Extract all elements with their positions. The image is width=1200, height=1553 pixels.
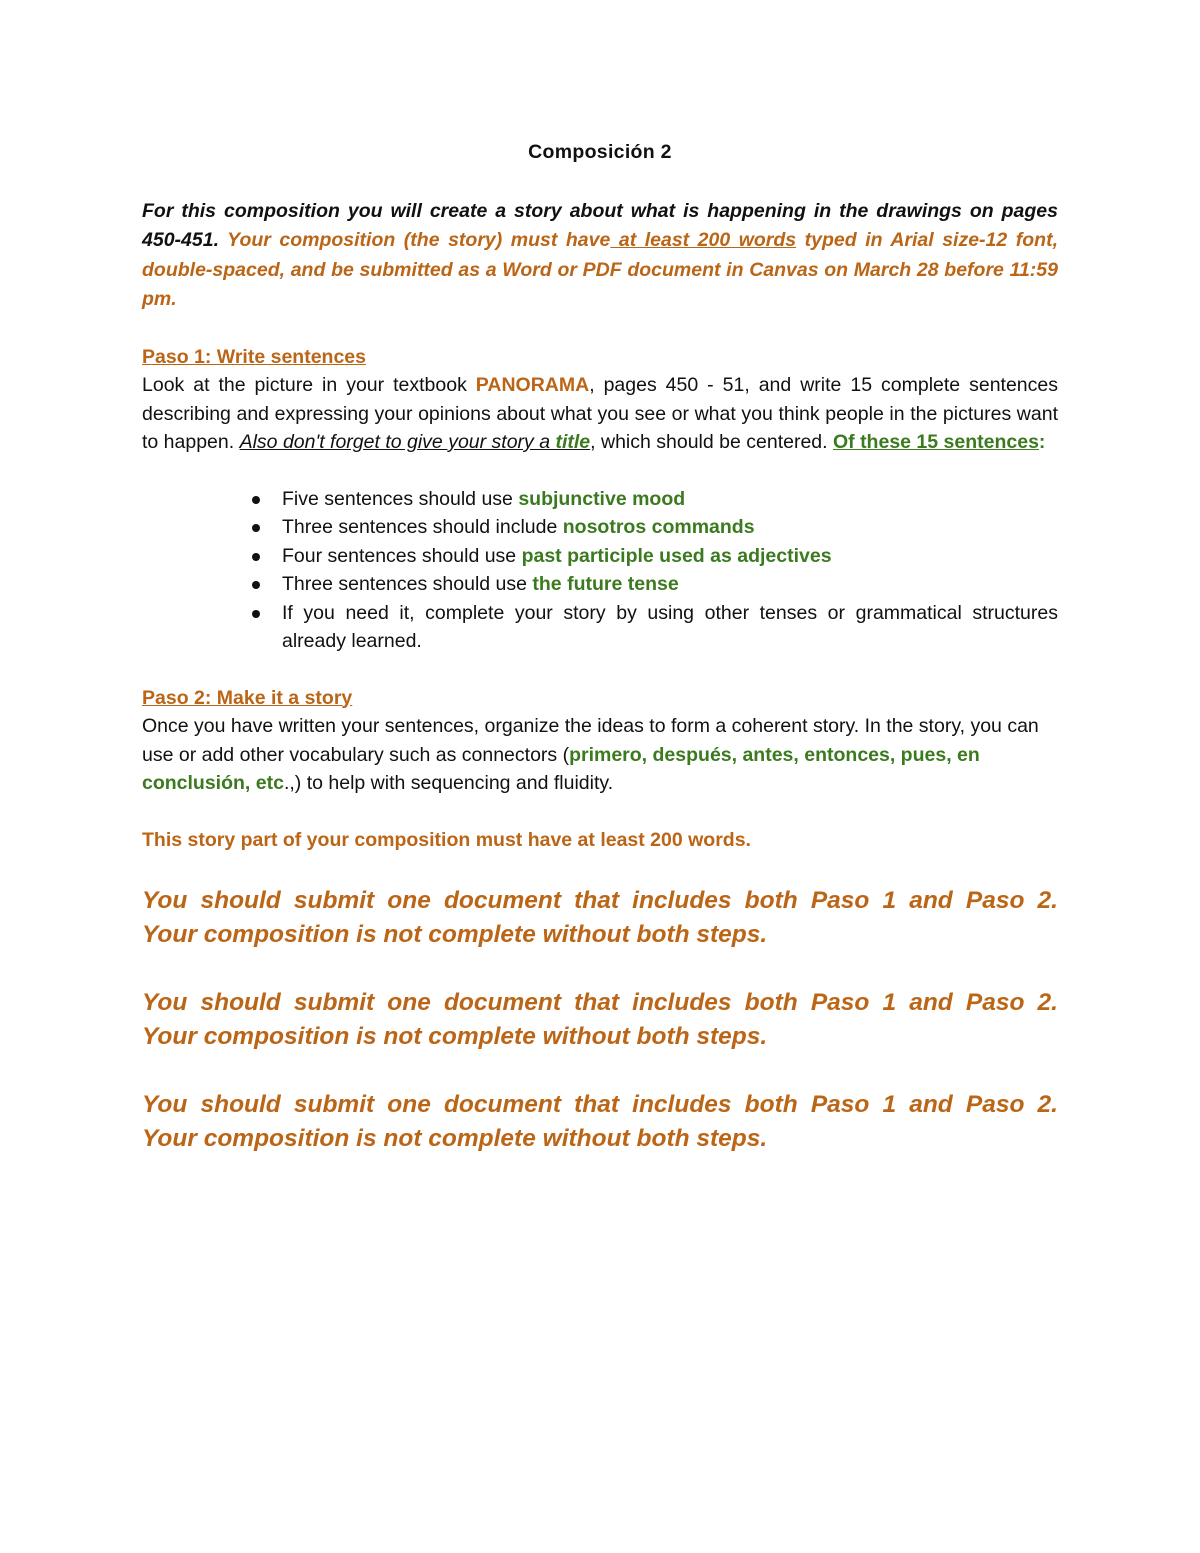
warning-line-1: You should submit one document that includes both Paso 1 and Paso 2. [142, 989, 1058, 1016]
submission-warning [142, 986, 1058, 1054]
warning-line-2: Your composition is not complete without both steps. [142, 1125, 768, 1152]
title-word: title [555, 431, 591, 453]
paso2-text-2: .,) to help with sequencing and fluidity. [283, 772, 614, 794]
bullet-text: Three sentences should use [282, 573, 533, 595]
bullet-text: Four sentences should use [282, 544, 522, 567]
warning-line-2: Your composition is not complete without both steps. [142, 1023, 768, 1050]
warning-line-2: Your composition is not complete without both steps. [142, 921, 768, 948]
warning-line-1: You should submit one document that includes both Paso 1 and Paso 2. [142, 1091, 1058, 1118]
bullet-highlight: the future tense [532, 573, 679, 595]
list-item [282, 513, 1058, 542]
requirements-list [142, 485, 1058, 656]
list-item [282, 570, 1058, 599]
paso2-paragraph [142, 712, 1058, 798]
intro-paragraph [142, 197, 1058, 315]
title-reminder [240, 431, 591, 453]
paso2-heading: Paso 2: Make it a story [142, 686, 353, 709]
bullet-highlight: subjunctive mood [518, 487, 686, 510]
of-these-sentences: Of these 15 sentences [832, 431, 1039, 453]
textbook-name: PANORAMA [475, 374, 590, 396]
title-reminder-text: Also don't forget to give your story a [239, 431, 556, 453]
intro-requirement: Your composition (the story) must have [227, 229, 611, 251]
paso1-text: Look at the picture in your textbook [142, 374, 476, 396]
bullet-text: If you need it, complete your story by using other tenses or grammatical structures already learned. [282, 601, 1058, 652]
intro-submission: typed in Arial size-12 font, double-spaced, and be submitted as a Word or PDF document in Canvas on March 28 before 11:59 pm. [142, 229, 1058, 310]
submission-warning [142, 884, 1058, 952]
paso2-text: Once you have written your sentences, organize the ideas to form a coherent story. In the story, you can use or add other vocabulary such as connectors ( [142, 715, 1039, 766]
paso1-text-3: , which should be centered. [590, 431, 833, 453]
list-item [282, 599, 1058, 656]
submission-warning [142, 1088, 1058, 1156]
bullet-highlight: past participle used as adjectives [521, 544, 832, 567]
intro-word-count: at least 200 words [610, 229, 797, 251]
paso1-text-2: , pages 450 - 51, and write 15 complete sentences describing and expressing your opinions about what you see or what you think people in the pictures want to happen. [142, 374, 1058, 453]
intro-text: For this composition you will create a story about what is happening in the drawings on pages 450-451. [142, 199, 1058, 251]
connectors: primero, después, antes, entonces, pues, en conclusión, etc [142, 743, 980, 794]
bullet-icon [252, 581, 260, 589]
bullet-icon [252, 524, 260, 532]
bullet-icon [252, 496, 260, 504]
word-requirement: This story part of your composition must have at least 200 words. [142, 828, 751, 851]
bullet-text: Three sentences should include [282, 516, 563, 538]
bullet-text: Five sentences should use [282, 487, 519, 510]
warning-line-1: You should submit one document that includes both Paso 1 and Paso 2. [142, 887, 1058, 914]
list-item [282, 542, 1058, 571]
bullet-icon [252, 553, 260, 561]
bullet-icon [252, 610, 260, 618]
paso1-heading: Paso 1: Write sentences [142, 345, 366, 368]
document-body [142, 138, 1058, 1156]
colon: : [1038, 431, 1046, 453]
document-title: Composición 2 [528, 141, 672, 163]
bullet-highlight: nosotros commands [562, 516, 755, 538]
list-item [282, 485, 1058, 514]
paso1-paragraph [142, 371, 1058, 457]
